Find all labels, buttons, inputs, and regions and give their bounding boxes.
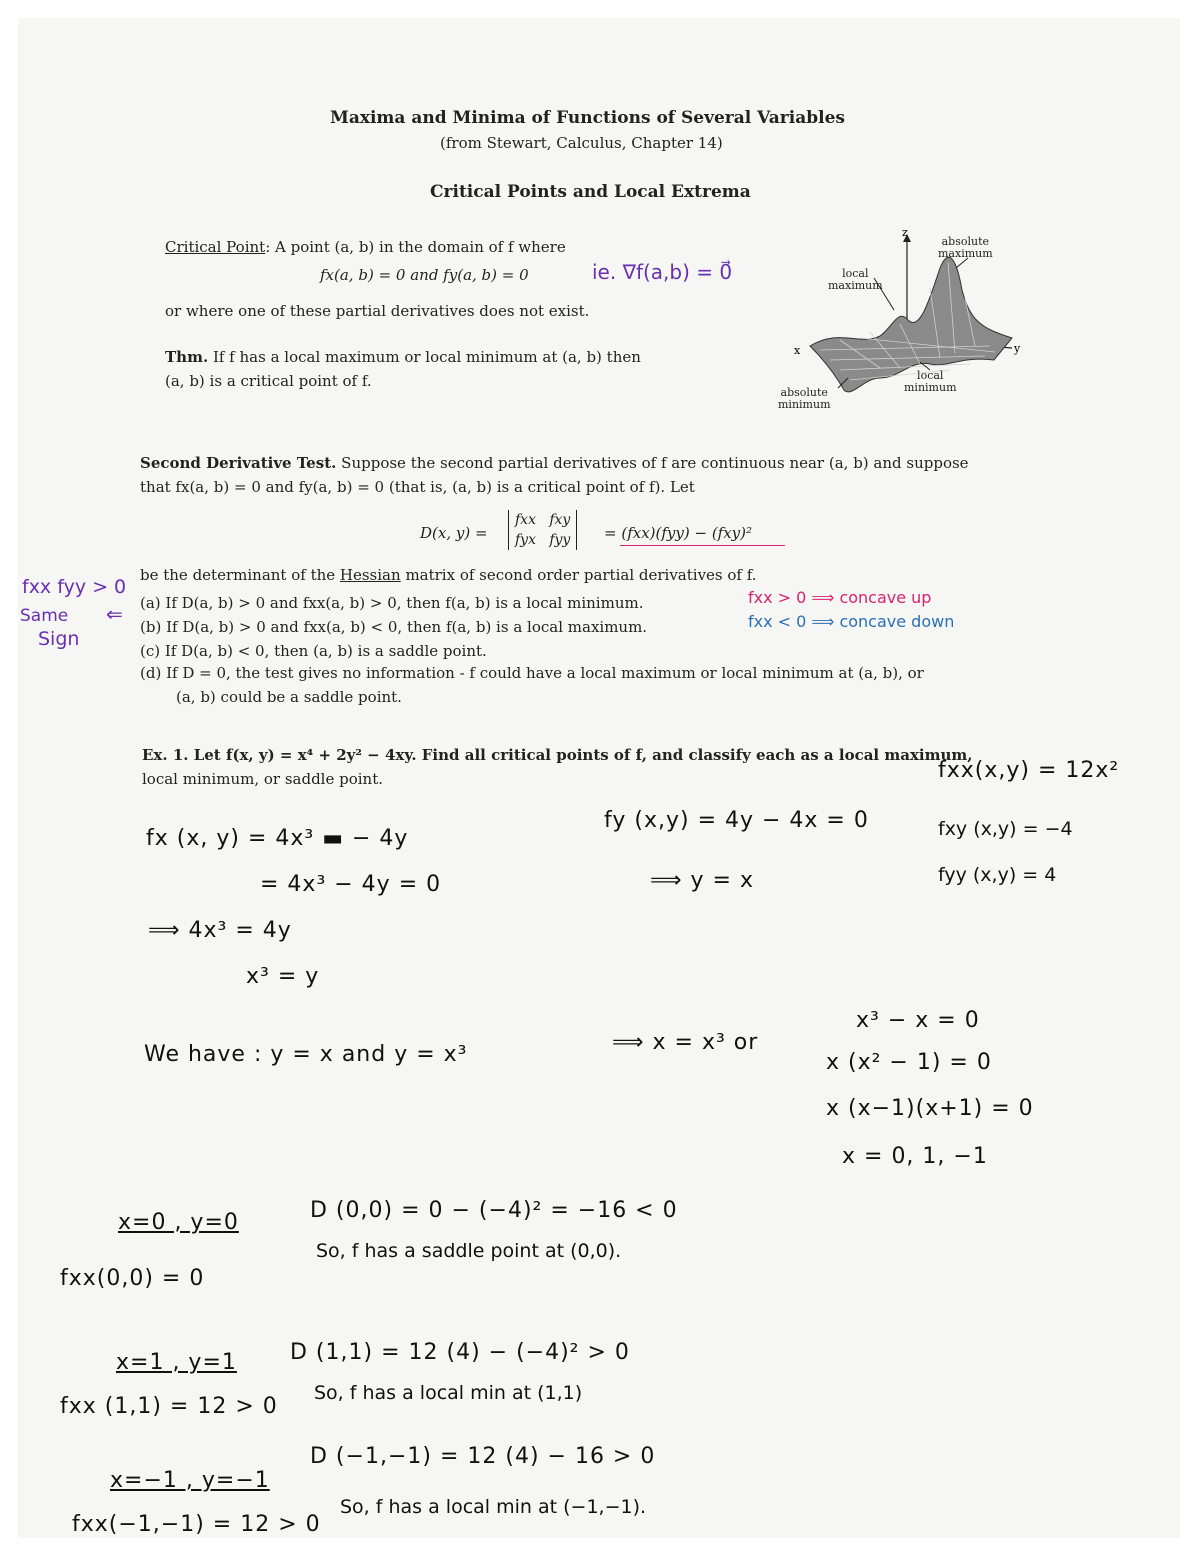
case-a: (a) If D(a, b) > 0 and fxx(a, b) > 0, then f(a, b) is a local minimum. (140, 594, 644, 612)
label-local-minimum: local minimum (904, 369, 957, 394)
note-concave-down: fxx < 0 ⟹ concave down (748, 612, 955, 631)
work-solution-2: x (x² − 1) = 0 (826, 1050, 992, 1075)
critical-point-term: Critical Point (165, 238, 266, 256)
label-absolute-minimum: absolute minimum (778, 386, 831, 411)
hessian-formula-lhs: D(x, y) = (420, 524, 488, 542)
case-2-determinant: D (1,1) = 12 (4) − (−4)² > 0 (290, 1340, 630, 1365)
margin-note-fxx-fyy: fxx fyy > 0 (22, 576, 127, 598)
work-solution-3: x (x−1)(x+1) = 0 (826, 1096, 1034, 1121)
critical-point-text: : A point (a, b) in the domain of f where (265, 238, 566, 256)
z-label: z (902, 228, 908, 239)
work-solution-4: x = 0, 1, −1 (842, 1144, 988, 1169)
theorem-text: If f has a local maximum or local minimum at (a, b) then (208, 348, 641, 366)
theorem-line-2: (a, b) is a critical point of f. (165, 372, 372, 390)
x-label: x (794, 344, 801, 357)
hessian-word: Hessian (339, 566, 401, 584)
example-line-1: Ex. 1. Let f(x, y) = x⁴ + 2y² − 4xy. Find all critical points of f, and classify each as a local maximum, (142, 746, 973, 764)
hessian-formula-rhs: = (fxx)(fyy) − (fxy)² (604, 524, 753, 542)
determinant-text-b: matrix of second order partial derivatives of f. (400, 566, 757, 584)
page-subtitle: (from Stewart, Calculus, Chapter 14) (440, 134, 723, 152)
critical-point-alternate: or where one of these partial derivatives does not exist. (165, 302, 590, 320)
case-b: (b) If D(a, b) > 0 and fxx(a, b) < 0, then f(a, b) is a local maximum. (140, 618, 648, 636)
case-3-point: x=−1 , y=−1 (110, 1468, 270, 1493)
work-fxy: fxy (x,y) = −4 (938, 818, 1073, 840)
y-label: y (1014, 342, 1021, 355)
gradient-note: ie. ∇f(a,b) = 0⃗ (592, 260, 733, 284)
example-line-2: local minimum, or saddle point. (142, 770, 384, 788)
note-concave-up: fxx > 0 ⟹ concave up (748, 588, 932, 607)
theorem-label: Thm. (165, 348, 209, 366)
case-2-point: x=1 , y=1 (116, 1350, 237, 1375)
sdt-line-1 (140, 454, 969, 472)
sdt-heading: Second Derivative Test. (140, 454, 337, 472)
work-fx-1: fx (x, y) = 4x³ ▬ − 4y (146, 826, 409, 851)
matrix-row-1: fxx fxy (515, 512, 571, 528)
case-3-fxx: fxx(−1,−1) = 12 > 0 (72, 1512, 321, 1537)
determinant-text-a: be the determinant of the (140, 566, 340, 584)
case-3-determinant: D (−1,−1) = 12 (4) − 16 > 0 (310, 1444, 656, 1469)
work-we-have: We have : y = x and y = x³ (144, 1042, 468, 1067)
label-absolute-maximum: absolute maximum (938, 235, 993, 260)
work-fxx: fxx(x,y) = 12x² (938, 758, 1120, 783)
case-1-determinant: D (0,0) = 0 − (−4)² = −16 < 0 (310, 1198, 678, 1223)
matrix-row-2: fyx fyy (515, 532, 571, 548)
work-solution-1: x³ − x = 0 (856, 1008, 980, 1033)
work-fy-2: ⟹ y = x (650, 868, 754, 893)
work-fyy: fyy (x,y) = 4 (938, 864, 1057, 886)
critical-point-equation: fx(a, b) = 0 and fy(a, b) = 0 (320, 266, 529, 284)
work-fx-2: = 4x³ − 4y = 0 (260, 872, 442, 897)
formula-underline (620, 545, 785, 546)
work-fy-1: fy (x,y) = 4y − 4x = 0 (604, 808, 869, 833)
case-1-point: x=0 , y=0 (118, 1210, 239, 1235)
page-title: Maxima and Minima of Functions of Several Variables (330, 108, 845, 128)
case-d: (d) If D = 0, the test gives no information - f could have a local maximum or local minimum at (a, b), or (140, 664, 924, 682)
section-title: Critical Points and Local Extrema (430, 182, 751, 202)
hessian-matrix (508, 510, 577, 550)
sdt-line-2: that fx(a, b) = 0 and fy(a, b) = 0 (that is, (a, b) is a critical point of f). Let (140, 478, 695, 496)
work-fx-3: ⟹ 4x³ = 4y (148, 918, 292, 943)
label-local-maximum: local maximum (828, 267, 883, 292)
case-c: (c) If D(a, b) < 0, then (a, b) is a saddle point. (140, 642, 487, 660)
theorem-line-1 (165, 348, 641, 366)
case-3-conclusion: So, f has a local min at (−1,−1). (340, 1496, 647, 1518)
case-1-fxx: fxx(0,0) = 0 (60, 1266, 205, 1291)
case-2-conclusion: So, f has a local min at (1,1) (314, 1382, 583, 1404)
margin-note-sign: Sign (38, 628, 80, 650)
margin-note-same: Same (20, 606, 69, 626)
case-1-conclusion: So, f has a saddle point at (0,0). (316, 1240, 622, 1262)
work-fx-4: x³ = y (246, 964, 320, 989)
critical-point-definition (165, 238, 566, 256)
determinant-line (140, 566, 757, 584)
case-d-continued: (a, b) could be a saddle point. (176, 688, 402, 706)
sdt-text: Suppose the second partial derivatives of f are continuous near (a, b) and suppose (336, 454, 969, 472)
margin-arrow: ⇐ (106, 602, 123, 626)
work-implies: ⟹ x = x³ or (612, 1030, 759, 1055)
case-2-fxx: fxx (1,1) = 12 > 0 (60, 1394, 278, 1419)
